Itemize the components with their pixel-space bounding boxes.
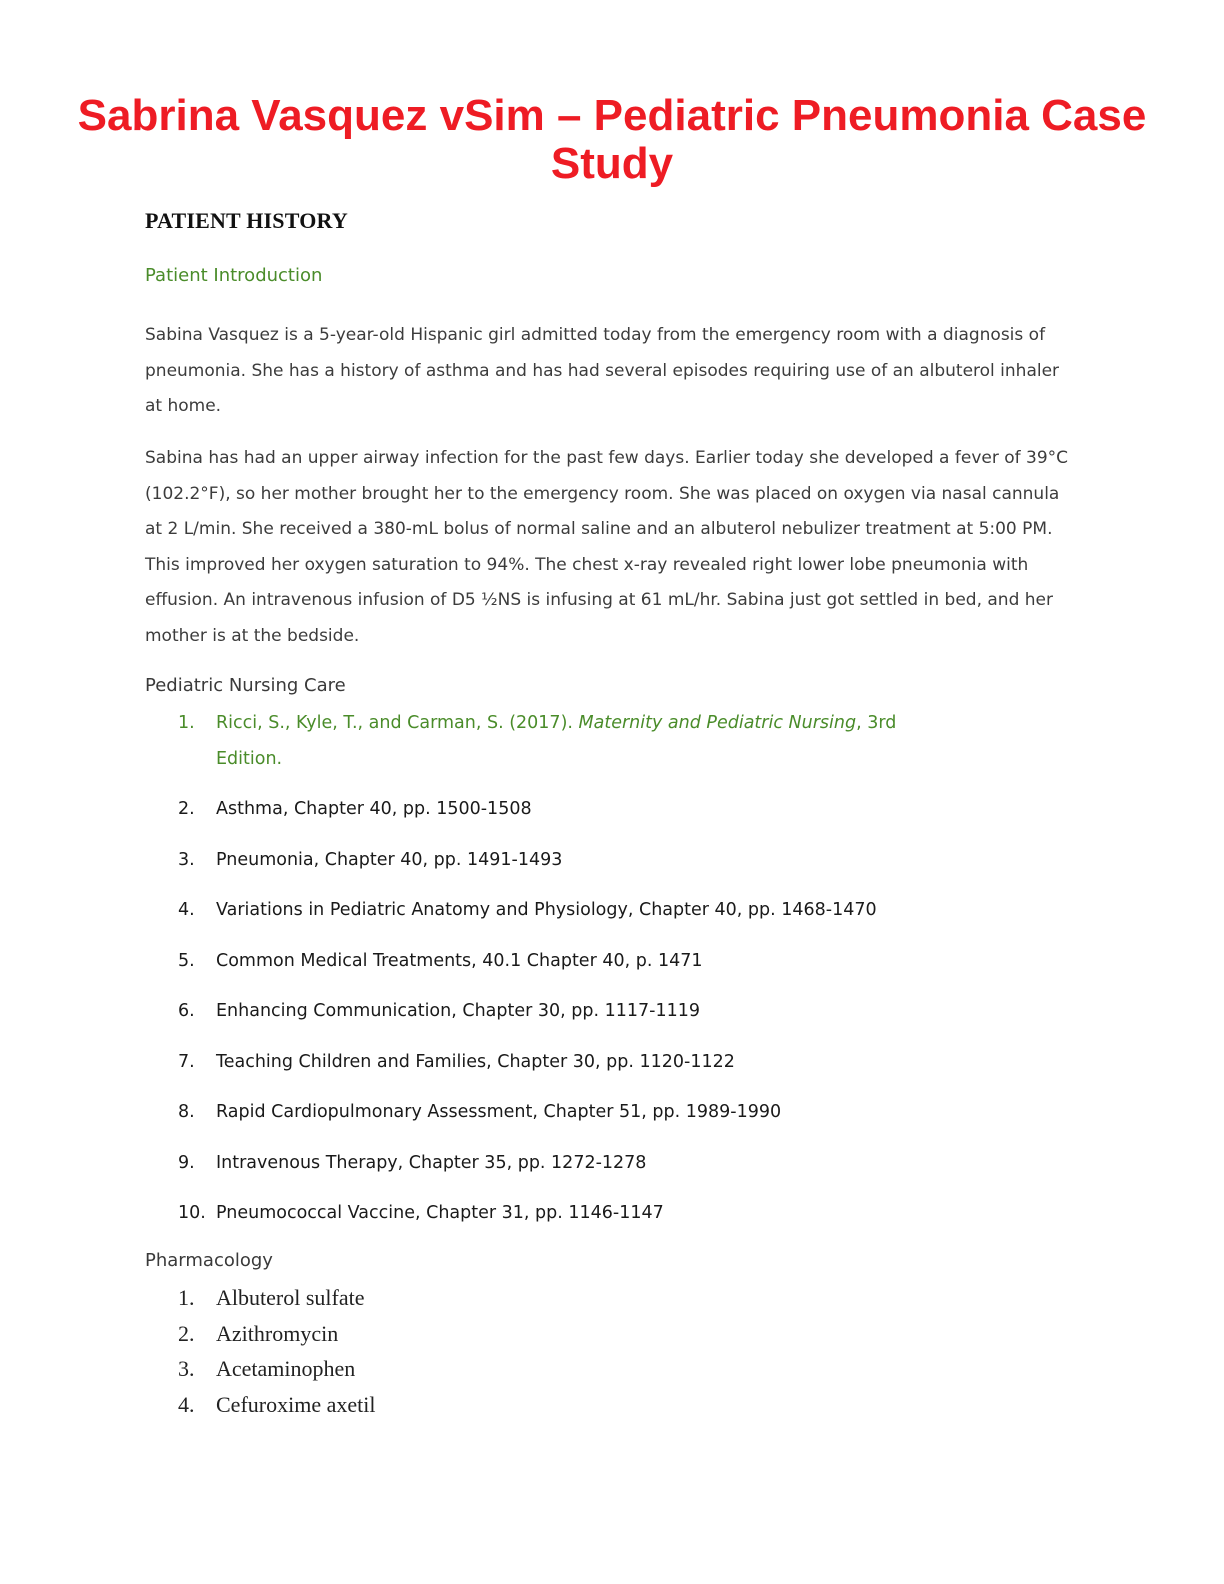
list-item	[178, 1196, 916, 1232]
list-item-text: Enhancing Communication, Chapter 30, pp. 1117-1119	[216, 1001, 701, 1021]
pharmacology-list	[178, 1280, 375, 1422]
section-heading-patient-history: PATIENT HISTORY	[145, 208, 348, 233]
list-item	[178, 1095, 916, 1131]
list-item	[178, 1280, 375, 1316]
list-item-text: Pneumococcal Vaccine, Chapter 31, pp. 1146-1147	[216, 1203, 664, 1223]
drug-name: Cefuroxime axetil	[216, 1391, 376, 1417]
list-item-text: Common Medical Treatments, 40.1 Chapter 40, p. 1471	[216, 950, 703, 971]
list-number: 3.	[178, 849, 195, 870]
list-number: 7.	[178, 1051, 195, 1072]
list-number: 4.	[178, 900, 195, 920]
list-number: 10.	[178, 1203, 206, 1223]
list-item	[178, 893, 916, 929]
list-item	[178, 1351, 375, 1387]
reference-authors: Ricci, S., Kyle, T., and Carman, S. (2017).	[216, 713, 579, 733]
list-number: 5.	[178, 950, 195, 971]
drug-name: Azithromycin	[216, 1320, 339, 1346]
list-item-text: Intravenous Therapy, Chapter 35, pp. 1272-1278	[216, 1152, 647, 1173]
list-number: 9.	[178, 1152, 195, 1173]
list-item	[178, 994, 916, 1030]
list-number: 8.	[178, 1102, 195, 1122]
list-item	[178, 706, 916, 777]
drug-name: Acetaminophen	[216, 1356, 356, 1381]
intro-paragraph-1: Sabina Vasquez is a 5-year-old Hispanic girl admitted today from the emergency room with a diagnosis of pneumonia. She has a history of asthma and has had several episodes requiring use of an albuterol inhaler at home.	[145, 325, 1060, 416]
list-item-text: Asthma, Chapter 40, pp. 1500-1508	[216, 799, 532, 819]
nursing-reference-list	[178, 706, 916, 1247]
intro-paragraph-2: Sabina has had an upper airway infection for the past few days. Earlier today she developed a fever of 39°C (102.2°F), so her mother brought her to the emergency room. She was placed on oxygen via nasal cannula at 2 L/min. She received a 380-mL bolus of normal saline and an albuterol nebulizer treatment at 5:00 PM. This improved her oxygen saturation to 94%. The chest x-ray revealed right lower lobe pneumonia with effusion. An intravenous infusion of D5 ½NS is infusing at 61 mL/hr. Sabina just got settled in bed, and her mother is at the bedside.	[145, 448, 1069, 646]
list-number: 3.	[178, 1356, 195, 1381]
list-number: 2.	[178, 1320, 195, 1346]
list-item	[178, 1316, 375, 1352]
list-number: 1.	[178, 1285, 195, 1310]
list-item	[178, 843, 916, 879]
pediatric-nursing-care-heading: Pediatric Nursing Care	[145, 675, 346, 696]
pharmacology-heading: Pharmacology	[145, 1250, 273, 1271]
page-title: Sabrina Vasquez vSim – Pediatric Pneumonia Case Study	[77, 91, 1147, 188]
list-number: 4.	[178, 1391, 195, 1417]
patient-introduction-heading: Patient Introduction	[145, 265, 323, 286]
list-item-text: Teaching Children and Families, Chapter 30, pp. 1120-1122	[216, 1051, 735, 1072]
list-item	[178, 944, 916, 980]
list-number: 2.	[178, 799, 195, 819]
drug-name: Albuterol sulfate	[216, 1285, 365, 1310]
list-number: 1.	[178, 713, 195, 733]
reference-book-title: Maternity and Pediatric Nursing	[578, 713, 857, 733]
list-item-text: Variations in Pediatric Anatomy and Physiology, Chapter 40, pp. 1468-1470	[216, 900, 877, 920]
list-item-text: Pneumonia, Chapter 40, pp. 1491-1493	[216, 849, 563, 870]
list-item	[178, 1146, 916, 1182]
list-item	[178, 1045, 916, 1081]
list-item-text: Rapid Cardiopulmonary Assessment, Chapter 51, pp. 1989-1990	[216, 1102, 782, 1122]
list-item	[178, 1387, 375, 1423]
list-number: 6.	[178, 1001, 195, 1021]
reference-edition: , 3rd Edition.	[216, 713, 897, 769]
list-item	[178, 792, 916, 828]
